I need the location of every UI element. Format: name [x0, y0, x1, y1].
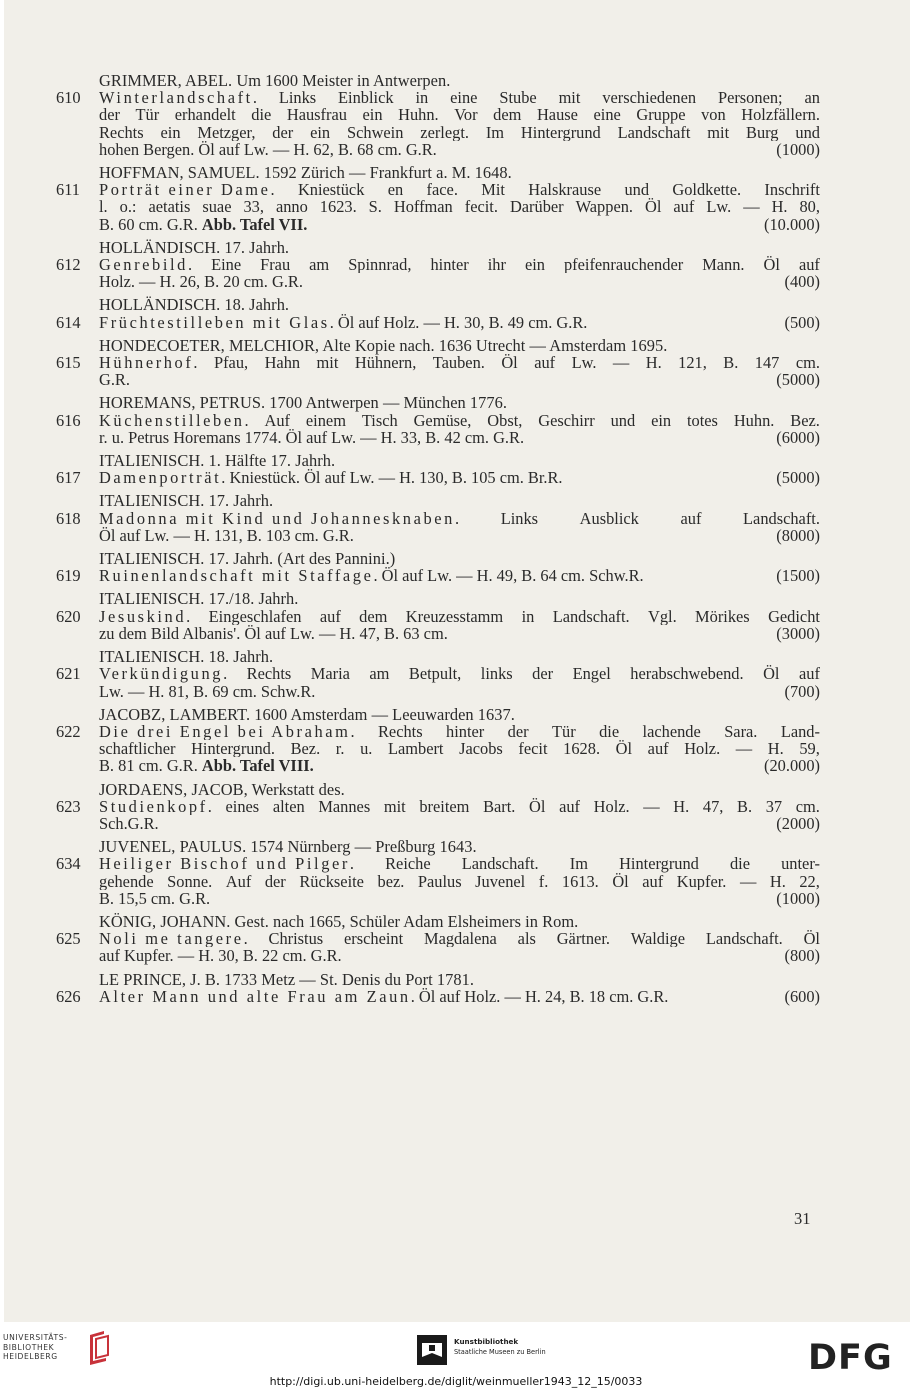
entry-description: [56, 89, 820, 158]
entry-description: [56, 855, 820, 907]
artwork-title: Studienkopf: [99, 797, 208, 815]
description-line: Küchenstilleben. Auf einem Tisch Gemüse, Obst, Geschirr und ein totes Huhn. Bez.: [99, 411, 820, 429]
artwork-title: Noli me tangere: [99, 930, 244, 948]
entry-description: [56, 314, 820, 331]
artwork-title: Verkündigung: [99, 665, 224, 683]
catalog-entry: [56, 492, 820, 544]
artist-heading: ITALIENISCH. 1. Hälfte 17. Jahrh.: [99, 451, 336, 471]
description-line: der Tür erhandelt die Hausfrau ein Huhn. Vor dem Hause eine Gruppe von Holzfällern.: [99, 106, 820, 124]
catalog-entry: [56, 781, 820, 833]
dimensions-text: Öl auf Holz. — H. 24, B. 18 cm. G.R.: [418, 986, 669, 1006]
dimensions-text: Holz. — H. 26, B. 20 cm. G.R.: [99, 272, 303, 292]
dfg-logo-icon[interactable]: [808, 1340, 900, 1377]
artist-heading: GRIMMER, ABEL. Um 1600 Meister in Antwerpen.: [99, 71, 451, 90]
plate-reference: Abb. Tafel VIII.: [201, 756, 314, 776]
ub-heidelberg-logo-icon[interactable]: [84, 1331, 112, 1370]
estimate-price: (600): [784, 986, 820, 1006]
artwork-title: Heiliger Bischof und Pilger: [99, 855, 350, 873]
catalog-entry: [56, 913, 820, 965]
dfg-logo-text: DFG: [808, 1340, 893, 1372]
description-line: Rechts ein Metzger, der ein Schwein zerlegt. Im Hintergrund Landschaft mit Burg und: [99, 123, 820, 141]
artwork-title: Genrebild: [99, 256, 188, 274]
catalog-entry: [56, 239, 820, 291]
description-line: Noli me tangere. Christus erscheint Magdalena als Gärtner. Waldige Landschaft. Öl: [99, 930, 820, 948]
description-last-line: [99, 757, 820, 774]
description-line: Heiliger Bischof und Pilger. Reiche Landschaft. Im Hintergrund die unter-: [99, 855, 820, 873]
description-last-line: [99, 527, 820, 544]
artist-heading: HOLLÄNDISCH. 17. Jahrh.: [99, 237, 290, 257]
estimate-price: (10.000): [764, 214, 820, 234]
catalog-entry: [56, 72, 820, 158]
artwork-title: Winterlandschaft: [99, 89, 253, 107]
lot-number: 610: [56, 88, 81, 108]
catalog-entry: [56, 648, 820, 700]
description-last-line: Ruinenlandschaft mit Staffage. Öl auf Lw. — H. 49, B. 64 cm. Schw.R. (1500): [99, 566, 820, 586]
artist-heading: ITALIENISCH. 17. Jahrh.: [99, 491, 274, 511]
description-line: gehende Sonne. Auf der Rückseite bez. Paulus Juvenel f. 1613. Öl auf Kupfer. — H. 22,: [99, 872, 820, 890]
lot-number: 612: [56, 255, 81, 275]
dimensions-text: B. 15,5 cm. G.R.: [99, 888, 211, 908]
description-last-line: Damenporträt. Kniestück. Öl auf Lw. — H. 130, B. 105 cm. Br.R. (5000): [99, 468, 820, 488]
artwork-title: Die drei Engel bei Abraham: [99, 722, 351, 741]
artist-heading: KÖNIG, JOHANN. Gest. nach 1665, Schüler Adam Elsheimers in Rom.: [99, 911, 579, 931]
ub-heidelberg-label[interactable]: UNIVERSITÄTS- BIBLIOTHEK HEIDELBERG: [3, 1333, 68, 1361]
entry-description: [56, 988, 820, 1005]
catalog-page: [4, 0, 910, 1322]
lot-number: 611: [56, 180, 80, 200]
entry-description: [56, 665, 820, 699]
estimate-price: (5000): [776, 468, 820, 488]
lot-number: 616: [56, 410, 81, 430]
dimensions-text: Lw. — H. 81, B. 69 cm. Schw.R.: [99, 681, 316, 701]
entry-description: [56, 567, 820, 584]
description-line: l. o.: aetatis suae 33, anno 1623. S. Hoffman fecit. Darüber Wappen. Öl auf Lw. — H. 80,: [99, 198, 820, 216]
entry-description: [56, 354, 820, 388]
lot-number: 615: [56, 353, 81, 373]
catalog-entry: [56, 550, 820, 584]
catalog-entry: [56, 590, 820, 642]
estimate-price: (400): [784, 272, 820, 292]
page-number: 31: [794, 1209, 811, 1228]
catalog-entry: [56, 164, 820, 233]
dimensions-text: B. 81 cm. G.R.: [99, 756, 198, 776]
catalog-entry: [56, 296, 820, 330]
estimate-price: (500): [784, 312, 820, 332]
artwork-title: Porträt einer Dame: [99, 181, 271, 199]
lot-number: 617: [56, 468, 81, 488]
lot-number: 621: [56, 664, 81, 684]
entry-description: [56, 469, 820, 486]
description-line: Hühnerhof. Pfau, Hahn mit Hühnern, Tauben. Öl auf Lw. — H. 121, B. 147 cm.: [99, 354, 820, 372]
lot-number: 620: [56, 606, 81, 626]
dimensions-text: zu dem Bild Albanis'. Öl auf Lw. — H. 47, B. 63 cm.: [99, 623, 448, 643]
catalog-entry: [56, 337, 820, 389]
catalog-entry: [56, 394, 820, 446]
lot-number: 623: [56, 796, 81, 816]
lot-number: 634: [56, 854, 81, 874]
artwork-title: Madonna mit Kind und Johannesknaben: [99, 509, 455, 527]
dimensions-text: auf Kupfer. — H. 30, B. 22 cm. G.R.: [99, 946, 342, 966]
description-last-line: [99, 371, 820, 388]
lot-number: 625: [56, 929, 81, 949]
description-last-line: Alter Mann und alte Frau am Zaun. Öl auf Holz. — H. 24, B. 18 cm. G.R. (600): [99, 986, 820, 1006]
dimensions-text: Öl auf Lw. — H. 49, B. 64 cm. Schw.R.: [381, 566, 644, 586]
lot-number: 618: [56, 508, 81, 528]
catalog-entry: [56, 838, 820, 907]
catalog-entries: [56, 72, 820, 1011]
lot-number: 622: [56, 721, 81, 741]
entry-description: [56, 608, 820, 642]
description-line: Madonna mit Kind und Johannesknaben. Links Ausblick auf Landschaft.: [99, 509, 820, 527]
artwork-title: Ruinenlandschaft mit Staffage: [99, 566, 374, 586]
dimensions-text: Öl auf Holz. — H. 30, B. 49 cm. G.R.: [337, 312, 588, 332]
entry-description: [56, 798, 820, 832]
description-last-line: Früchtestilleben mit Glas. Öl auf Holz. — H. 30, B. 49 cm. G.R. (500): [99, 312, 820, 332]
entry-description: [56, 510, 820, 544]
dimensions-text: hohen Bergen. Öl auf Lw. — H. 62, B. 68 cm. G.R.: [99, 139, 437, 159]
dimensions-text: r. u. Petrus Horemans 1774. Öl auf Lw. — H. 33, B. 42 cm. G.R.: [99, 427, 525, 447]
estimate-price: (1000): [776, 888, 820, 908]
artist-heading: JORDAENS, JACOB, Werkstatt des.: [99, 779, 345, 799]
estimate-price: (700): [784, 681, 820, 701]
plate-reference: Abb. Tafel VII.: [201, 214, 308, 234]
estimate-price: (2000): [776, 813, 820, 833]
artist-heading: ITALIENISCH. 17. Jahrh. (Art des Pannini.): [99, 549, 396, 569]
estimate-price: (1500): [776, 566, 820, 586]
artist-heading: LE PRINCE, J. B. 1733 Metz — St. Denis du Port 1781.: [99, 969, 475, 989]
catalog-entry: [56, 706, 820, 775]
description-last-line: [99, 815, 820, 832]
entry-description: [56, 930, 820, 964]
description-line: Die drei Engel bei Abraham. Rechts hinter der Tür die lachende Sara. Land-: [99, 722, 820, 741]
entry-description: [56, 181, 820, 233]
estimate-price: (5000): [776, 370, 820, 390]
footer-bar: [0, 1322, 912, 1389]
description-last-line: [99, 429, 820, 446]
description-last-line: [99, 273, 820, 290]
kunstbibliothek-label[interactable]: Kunstbibliothek Staatliche Museen zu Berlin: [454, 1337, 546, 1356]
artwork-title: Küchenstilleben: [99, 411, 245, 429]
artist-heading: HOLLÄNDISCH. 18. Jahrh.: [99, 295, 290, 315]
entry-description: [56, 412, 820, 446]
dimensions-text: Sch.G.R.: [99, 813, 159, 833]
artist-heading: HONDECOETER, MELCHIOR, Alte Kopie nach. 1636 Utrecht — Amsterdam 1695.: [99, 335, 668, 355]
description-last-line: [99, 947, 820, 964]
lot-number: 619: [56, 566, 81, 586]
source-url-link[interactable]: http://digi.ub.uni-heidelberg.de/diglit/weinmueller1943_12_15/0033: [269, 1375, 643, 1388]
description-line: Winterlandschaft. Links Einblick in eine Stube mit verschiedenen Personen; an: [99, 89, 820, 107]
artwork-title: Damenporträt: [99, 468, 222, 488]
estimate-price: (8000): [776, 525, 820, 545]
estimate-price: (20.000): [764, 756, 820, 776]
catalog-entry: [56, 452, 820, 486]
entry-description: [56, 256, 820, 290]
dimensions-text: G.R.: [99, 370, 130, 390]
artist-heading: HOREMANS, PETRUS. 1700 Antwerpen — München 1776.: [99, 393, 508, 413]
description-line: Porträt einer Dame. Kniestück en face. Mit Halskrause und Goldkette. Inschrift: [99, 181, 820, 199]
description-last-line: [99, 683, 820, 700]
description-line: Studienkopf. eines alten Mannes mit breitem Bart. Öl auf Holz. — H. 47, B. 37 cm.: [99, 797, 820, 815]
artwork-title: Hühnerhof: [99, 354, 194, 372]
lot-number: 626: [56, 986, 81, 1006]
description-line: Verkündigung. Rechts Maria am Betpult, links der Engel herabschwebend. Öl auf: [99, 665, 820, 683]
description-line: Genrebild. Eine Frau am Spinnrad, hinter ihr ein pfeifenrauchender Mann. Öl auf: [99, 256, 820, 274]
dimensions-text: Öl auf Lw. — H. 131, B. 103 cm. G.R.: [99, 525, 354, 545]
description-last-line: [99, 141, 820, 158]
dimensions-text: B. 60 cm. G.R.: [99, 214, 198, 234]
estimate-price: (1000): [776, 139, 820, 159]
artist-heading: HOFFMAN, SAMUEL. 1592 Zürich — Frankfurt a. M. 1648.: [99, 163, 512, 183]
lot-number: 614: [56, 312, 81, 332]
estimate-price: (800): [784, 946, 820, 966]
description-last-line: [99, 625, 820, 642]
estimate-price: (6000): [776, 427, 820, 447]
description-last-line: [99, 216, 820, 233]
description-last-line: [99, 890, 820, 907]
catalog-entry: [56, 971, 820, 1005]
description-line: schaftlicher Hintergrund. Bez. r. u. Lambert Jacobs fecit 1628. Öl auf Holz. — H. 59,: [99, 740, 820, 758]
artist-heading: JACOBZ, LAMBERT. 1600 Amsterdam — Leeuwarden 1637.: [99, 704, 515, 724]
entry-description: [56, 723, 820, 775]
artwork-title: Früchtestilleben mit Glas: [99, 312, 330, 332]
artist-heading: ITALIENISCH. 17./18. Jahrh.: [99, 589, 299, 609]
description-line: Jesuskind. Eingeschlafen auf dem Kreuzesstamm in Landschaft. Vgl. Mörikes Gedicht: [99, 607, 820, 625]
artwork-title: Alter Mann und alte Frau am Zaun: [99, 986, 411, 1006]
estimate-price: (3000): [776, 623, 820, 643]
dimensions-text: Kniestück. Öl auf Lw. — H. 130, B. 105 cm. Br.R.: [229, 468, 563, 488]
artist-heading: ITALIENISCH. 18. Jahrh.: [99, 647, 274, 667]
artwork-title: Jesuskind: [99, 607, 187, 625]
kunstbibliothek-logo-icon[interactable]: [417, 1335, 447, 1370]
artist-heading: JUVENEL, PAULUS. 1574 Nürnberg — Preßburg 1643.: [99, 837, 477, 857]
